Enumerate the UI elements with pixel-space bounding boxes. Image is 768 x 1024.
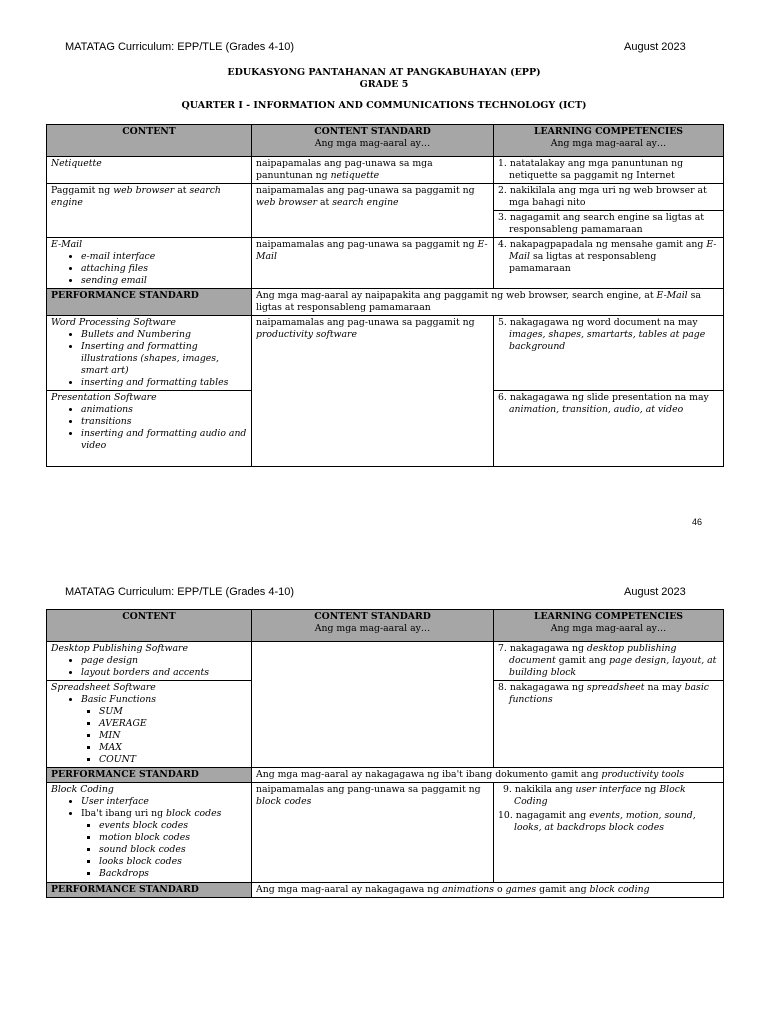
standard-cell [252,642,494,768]
content-cell: Presentation Software • animations • transitions • inserting and formatting audio and video [47,391,252,467]
document-title: EDUKASYONG PANTAHANAN AT PANGKABUHAYAN (EPP) [227,67,541,78]
competency-cell: 1. natatalakay ang mga panuntunan ng netiquette sa paggamit ng Internet [494,157,724,184]
list-item: ▪ COUNT [99,754,247,766]
competency-cell: 8. nakagagawa ng spreadsheet na may basic functions [494,681,724,768]
table-header-row [47,610,724,642]
table-header-row [47,125,724,157]
standard-cell: naipapamalas ang pag-unawa sa mga panuntunan ng netiquette [252,157,494,184]
performance-standard-row [47,883,724,898]
list-item: ▪ motion block codes [99,832,247,844]
standard-cell: naipamamalas ang pang-unawa sa paggamit ng block codes [252,783,494,883]
performance-standard-label: PERFORMANCE STANDARD [47,289,252,316]
content-cell: Paggamit ng web browser at search engine [47,184,252,238]
header-content: CONTENT [47,125,252,157]
competency-cell: 5. nakagagawa ng word document na may images, shapes, smartarts, tables at page background [494,316,724,391]
page-header-left: MATATAG Curriculum: EPP/TLE (Grades 4-10) [65,586,295,598]
list-item: • transitions [81,416,247,428]
competency-cell: 7. nakagagawa ng desktop publishing document gamit ang page design, layout, at building block [494,642,724,681]
list-item: • sending email [81,275,247,287]
table-row [47,783,724,883]
table-row [47,184,724,211]
performance-standard-text: Ang mga mag-aaral ay nakagagawa ng iba't ibang dokumento gamit ang productivity tools [252,768,724,783]
performance-standard-label: PERFORMANCE STANDARD [47,768,252,783]
standard-cell: naipamamalas ang pag-unawa sa paggamit ng E-Mail [252,238,494,289]
table-row [47,316,724,391]
competency-cell: 2. nakikilala ang mga uri ng web browser at mga bahagi nito [494,184,724,211]
header-content-standard: CONTENT STANDARD Ang mga mag-aaral ay… [252,610,494,642]
list-item: ▪ AVERAGE [99,718,247,730]
list-item: ▪ Backdrops [99,868,247,880]
standard-cell: naipamamalas ang pag-unawa sa paggamit ng web browser at search engine [252,184,494,238]
performance-standard-text: Ang mga mag-aaral ay naipapakita ang paggamit ng web browser, search engine, at E-Mail sa ligtas at responsableng pamamaraan [252,289,724,316]
standard-cell: naipamamalas ang pag-unawa sa paggamit ng productivity software [252,316,494,467]
list-item: • User interface [81,796,247,808]
header-learning-competencies: LEARNING COMPETENCIES Ang mga mag-aaral ay… [494,125,724,157]
performance-standard-label: PERFORMANCE STANDARD [47,883,252,898]
page-header-left: MATATAG Curriculum: EPP/TLE (Grades 4-10) [65,41,295,53]
curriculum-table [46,124,724,467]
table-row [47,157,724,184]
list-item: • Basic Functions ▪ SUM ▪ AVERAGE ▪ MIN ▪ MAX ▪ COUNT [81,694,247,766]
grade-title: GRADE 5 [359,79,409,90]
content-cell: Word Processing Software • Bullets and Numbering • Inserting and formatting illustrations (shapes, images, smart art) • inserting and formatting tables [47,316,252,391]
list-item: ▪ events block codes [99,820,247,832]
page-number: 46 [692,517,703,527]
list-item: • attaching files [81,263,247,275]
page-header-right: August 2023 [624,41,686,53]
competency-cell: 6. nakagagawa ng slide presentation na may animation, transition, audio, at video [494,391,724,467]
header-learning-competencies: LEARNING COMPETENCIES Ang mga mag-aaral ay… [494,610,724,642]
list-item: • Bullets and Numbering [81,329,247,341]
header-content: CONTENT [47,610,252,642]
competency-cell: 3. nagagamit ang search engine sa ligtas at responsableng pamamaraan [494,211,724,238]
competency-cell: 4. nakapagpapadala ng mensahe gamit ang E-Mail sa ligtas at responsableng pamamaraan [494,238,724,289]
content-cell: E-Mail • e-mail interface • attaching files • sending email [47,238,252,289]
list-item: • page design [81,655,247,667]
list-item: ▪ MAX [99,742,247,754]
content-cell: Block Coding • User interface • Iba't ibang uri ng block codes ▪ events block codes ▪ motion block codes ▪ sound block codes ▪ looks block codes ▪ Backdrops [47,783,252,883]
performance-standard-row [47,289,724,316]
list-item: • inserting and formatting audio and video [81,428,247,452]
list-item: ▪ SUM [99,706,247,718]
content-cell: Desktop Publishing Software • page design • layout borders and accents [47,642,252,681]
list-item: • animations [81,404,247,416]
quarter-title: QUARTER I - INFORMATION AND COMMUNICATIONS TECHNOLOGY (ICT) [181,100,587,111]
content-cell: Netiquette [47,157,252,184]
list-item: • layout borders and accents [81,667,247,679]
page-header-right: August 2023 [624,586,686,598]
list-item: • inserting and formatting tables [81,377,247,389]
competency-cell: 9. nakikila ang user interface ng Block Coding 10. nagagamit ang events, motion, sound, looks, at backdrops block codes [494,783,724,883]
list-item: • Inserting and formatting illustrations (shapes, images, smart art) [81,341,247,377]
page-2 [0,580,768,1024]
curriculum-table [46,609,724,898]
list-item: ▪ looks block codes [99,856,247,868]
list-item: ▪ MIN [99,730,247,742]
table-row [47,238,724,289]
table-row [47,642,724,681]
list-item: • e-mail interface [81,251,247,263]
list-item: • Iba't ibang uri ng block codes ▪ events block codes ▪ motion block codes ▪ sound block codes ▪ looks block codes ▪ Backdrops [81,808,247,880]
performance-standard-row [47,768,724,783]
performance-standard-text: Ang mga mag-aaral ay nakagagawa ng animations o games gamit ang block coding [252,883,724,898]
list-item: ▪ sound block codes [99,844,247,856]
content-cell: Spreadsheet Software • Basic Functions ▪ SUM ▪ AVERAGE ▪ MIN ▪ MAX ▪ COUNT [47,681,252,768]
header-content-standard: CONTENT STANDARD Ang mga mag-aaral ay… [252,125,494,157]
